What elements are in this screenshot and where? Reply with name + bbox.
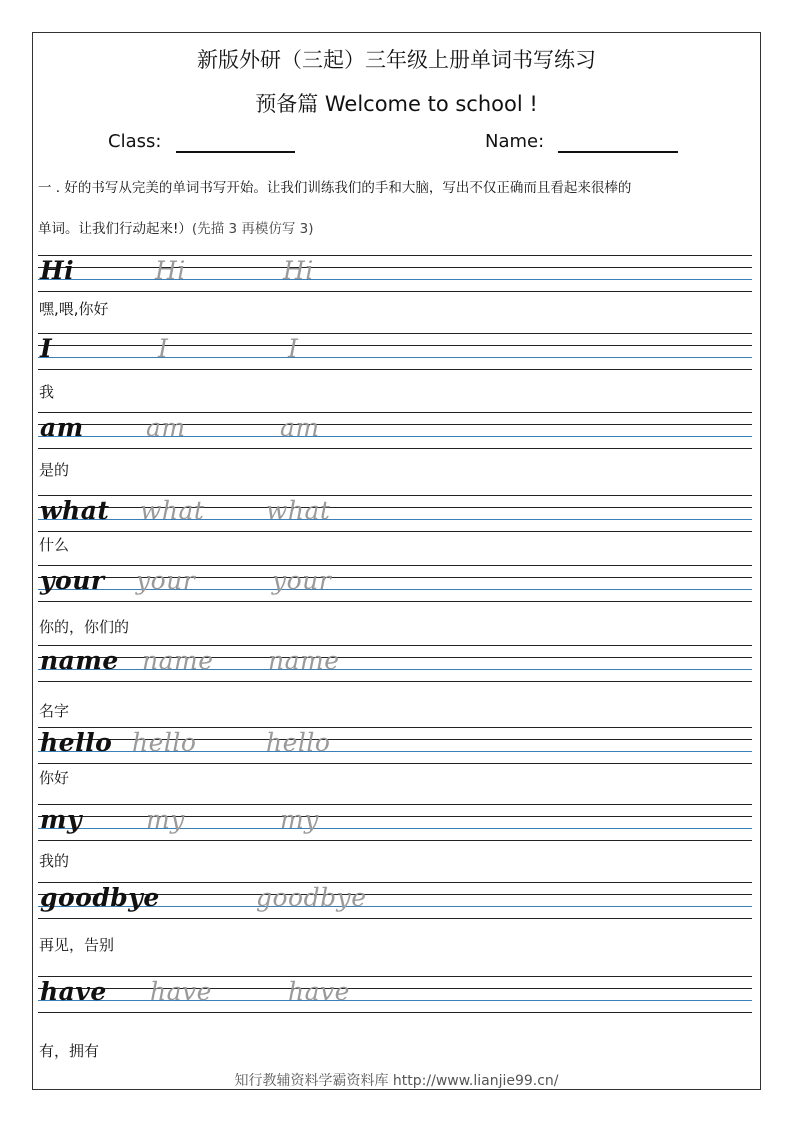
- trace-word: am: [146, 413, 186, 442]
- writing-row[interactable]: [38, 333, 752, 369]
- instruction-note: (先描 3 再模仿写 3): [191, 221, 314, 237]
- word-meaning: 嘿,喂,你好: [39, 300, 109, 318]
- model-word: Hi: [40, 256, 75, 285]
- name-label: Name:: [485, 131, 545, 152]
- ruling-line: [38, 681, 752, 682]
- word-meaning: 再见，告别: [39, 936, 115, 954]
- trace-word: goodbye: [256, 883, 367, 912]
- ruling-line: [38, 267, 752, 268]
- ruling-line: [38, 531, 752, 532]
- ruling-line: [38, 976, 752, 977]
- writing-row[interactable]: [38, 565, 752, 601]
- model-word: name: [40, 646, 119, 675]
- worksheet-subtitle: 预备篇 Welcome to school !: [255, 92, 538, 116]
- word-meaning: 有，拥有: [39, 1042, 100, 1060]
- ruling-line: [38, 1012, 752, 1013]
- ruling-line: [38, 918, 752, 919]
- baseline-rule: [38, 357, 752, 358]
- writing-row[interactable]: [38, 727, 752, 763]
- trace-word: your: [272, 566, 332, 595]
- trace-word: what: [266, 496, 331, 525]
- writing-row[interactable]: [38, 255, 752, 291]
- model-word: my: [40, 805, 82, 834]
- class-blank[interactable]: [176, 151, 295, 153]
- trace-word: hello: [266, 728, 331, 757]
- model-word: goodbye: [40, 883, 160, 912]
- worksheet-title: 新版外研（三起）三年级上册单词书写练习: [197, 48, 596, 72]
- model-word: your: [40, 566, 105, 595]
- footer-source: 知行教辅资料学霸资料库 http://www.lianjie99.cn/: [234, 1073, 559, 1089]
- model-word: am: [40, 413, 84, 442]
- baseline-rule: [38, 1000, 752, 1001]
- trace-word: have: [288, 977, 350, 1006]
- word-meaning: 你的，你们的: [39, 618, 130, 636]
- ruling-line: [38, 840, 752, 841]
- trace-word: Hi: [283, 256, 314, 285]
- trace-word: my: [146, 805, 185, 834]
- writing-row[interactable]: [38, 804, 752, 840]
- model-word: hello: [40, 728, 113, 757]
- trace-word: what: [140, 496, 205, 525]
- trace-word: hello: [132, 728, 197, 757]
- ruling-line: [38, 369, 752, 370]
- writing-row[interactable]: [38, 976, 752, 1012]
- trace-word: Hi: [155, 256, 186, 285]
- word-meaning: 是的: [39, 461, 70, 479]
- instruction-line-2: [38, 217, 314, 237]
- trace-word: name: [268, 646, 340, 675]
- trace-word: have: [150, 977, 212, 1006]
- word-meaning: 名字: [39, 702, 70, 720]
- trace-word: name: [142, 646, 214, 675]
- ruling-line: [38, 763, 752, 764]
- name-blank[interactable]: [558, 151, 678, 153]
- word-meaning: 我: [39, 383, 55, 401]
- model-word: I: [40, 334, 53, 363]
- ruling-line: [38, 255, 752, 256]
- writing-row[interactable]: [38, 645, 752, 681]
- trace-word: I: [288, 334, 299, 363]
- trace-word: your: [136, 566, 196, 595]
- trace-word: am: [280, 413, 320, 442]
- instruction-line-1: 一 . 好的书写从完美的单词书写开始。让我们训练我们的手和大脑，写出不仅正确而且看起来很棒的: [38, 180, 632, 196]
- trace-word: my: [280, 805, 319, 834]
- word-meaning: 我的: [39, 852, 70, 870]
- instruction-text: 单词。让我们行动起来!）: [38, 221, 192, 237]
- writing-row[interactable]: [38, 495, 752, 531]
- writing-row[interactable]: [38, 412, 752, 448]
- ruling-line: [38, 988, 752, 989]
- ruling-line: [38, 345, 752, 346]
- model-word: have: [40, 977, 107, 1006]
- ruling-line: [38, 601, 752, 602]
- ruling-line: [38, 448, 752, 449]
- word-meaning: 你好: [39, 769, 70, 787]
- word-meaning: 什么: [39, 536, 70, 554]
- writing-row[interactable]: [38, 882, 752, 918]
- class-label: Class:: [108, 131, 162, 152]
- ruling-line: [38, 291, 752, 292]
- ruling-line: [38, 333, 752, 334]
- baseline-rule: [38, 279, 752, 280]
- trace-word: I: [158, 334, 169, 363]
- model-word: what: [40, 496, 110, 525]
